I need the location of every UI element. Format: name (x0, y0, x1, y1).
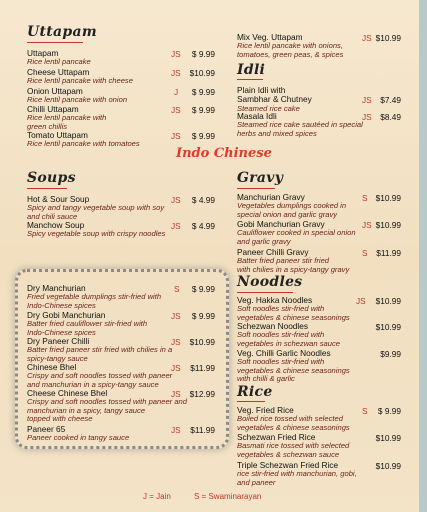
gravy-underline (237, 188, 275, 189)
menu-item: Triple Schezwan Fried Rice rice stir-fried with manchurian, gobi, and paneer (237, 460, 357, 487)
price: $10.99 (375, 322, 401, 332)
diet-tag: JS (171, 311, 181, 321)
diet-tag: JS (171, 68, 181, 78)
diet-tag: JS (362, 33, 372, 43)
diet-tag: S (362, 193, 368, 203)
price: $10.99 (375, 220, 401, 230)
price: $10.99 (375, 33, 401, 43)
section-indo-chinese: Indo Chinese (176, 146, 272, 161)
menu-item: Chinese Bhel Crispy and soft noodles tossed with paneer and manchurian in a spicy-tangy sauce (27, 362, 173, 389)
price: $ 9.99 (377, 406, 401, 416)
menu-item: Veg. Fried Rice Boiled rice tossed with selected vegetables & chinese seasonings (237, 405, 350, 432)
menu-item: Tomato Uttapam Rice lentil pancake with tomatoes (27, 130, 140, 149)
diet-tag: J (174, 87, 179, 97)
price: $7.49 (380, 95, 401, 105)
menu-item: Cheese Chinese Bhel Crispy and soft noodles tossed with paneer and manchurian in a spicy, tangy sauce topped with cheese (27, 388, 187, 424)
section-idli: Idli (237, 62, 266, 78)
price: $11.99 (190, 425, 215, 435)
diet-tag: JS (171, 131, 181, 141)
price: $11.99 (190, 363, 215, 373)
soups-underline (27, 188, 67, 189)
menu-item: Chilli Uttapam Rice lentil pancake with green chillis (27, 104, 107, 131)
section-noodles: Noodles (237, 274, 303, 290)
menu-item: Masala Idli Steamed rice cake sautéed in special herbs and mixed spices (237, 111, 363, 138)
menu-item: Manchow Soup Spicy vegetable soup with crispy noodles (27, 220, 166, 239)
diet-tag: JS (362, 112, 372, 122)
price: $10.99 (375, 296, 401, 306)
diet-tag: JS (171, 363, 181, 373)
section-uttapam: Uttapam (27, 24, 97, 40)
menu-item: Schezwan Noodles Soft noodles stir-fried with vegetables in schezwan sauce (237, 321, 341, 348)
diet-tag: JS (171, 425, 181, 435)
menu-item: Manchurian Gravy Vegetables dumplings cooked in special onion and garlic gravy (237, 192, 347, 219)
diet-tag: JS (362, 220, 372, 230)
price: $10.99 (375, 461, 401, 471)
menu-item: Cheese Uttapam Rice lentil pancake with cheese (27, 67, 133, 86)
page-edge (419, 0, 427, 512)
diet-tag: JS (171, 49, 181, 59)
noodles-underline (237, 292, 293, 293)
menu-item: Mix Veg. Uttapam Rice lentil pancake with onions, tomatoes, green peas, & spices (237, 32, 344, 59)
price: $10.99 (189, 337, 215, 347)
menu-item: Gobi Manchurian Gravy Cauliflower cooked in special onion and garlic gravy (237, 219, 356, 246)
menu-item: Veg. Hakka Noodles Soft noodles stir-fried with vegetables & chinese seasonings (237, 295, 350, 322)
menu-item: Dry Manchurian Fried vegetable dumplings stir-fried with Indo-Chinese spices (27, 283, 162, 310)
diet-tag: S (174, 284, 180, 294)
price: $10.99 (189, 68, 215, 78)
price: $9.99 (380, 349, 401, 359)
price: $12.99 (189, 389, 215, 399)
menu-item: Paneer 65 Paneer cooked in tangy sauce (27, 424, 130, 443)
rice-underline (237, 401, 265, 402)
price: $ 9.99 (191, 311, 215, 321)
diet-tag: JS (171, 221, 181, 231)
price: $10.99 (375, 193, 401, 203)
diet-tag: S (362, 406, 368, 416)
menu-item: Uttapam Rice lentil pancake (27, 48, 91, 67)
diet-tag: JS (171, 195, 181, 205)
section-rice: Rice (237, 384, 273, 400)
diet-tag: JS (171, 337, 181, 347)
idli-underline (237, 79, 263, 80)
price: $ 9.99 (191, 87, 215, 97)
diet-tag: JS (171, 389, 181, 399)
menu-item: Onion Uttapam Rice lentil pancake with onion (27, 86, 128, 105)
price: $11.99 (376, 248, 401, 258)
price: $ 4.99 (191, 221, 215, 231)
diet-tag: S (362, 248, 368, 258)
legend-jain: J = Jain (143, 492, 171, 501)
menu-item: Schezwan Fried Rice Basmati rice tossed with selected vegetables & schezwan sauce (237, 432, 350, 459)
menu-item: Plain Idli with Sambhar & Chutney Steamed rice cake (237, 85, 312, 113)
price: $10.99 (375, 433, 401, 443)
section-soups: Soups (27, 170, 76, 186)
price: $ 4.99 (191, 195, 215, 205)
price: $ 9.99 (191, 131, 215, 141)
menu-item: Paneer Chilli Gravy Batter fried paneer stir fried with chilies in a spicy-tangy gravy (237, 247, 350, 274)
legend-swaminarayan: S = Swaminarayan (194, 492, 262, 501)
diet-tag: JS (171, 105, 181, 115)
price: $8.49 (380, 112, 401, 122)
menu-item: Dry Paneer Chilli Batter fried paneer stir fried with chilies in a spicy-tangy sauce (27, 336, 173, 363)
diet-tag: JS (362, 95, 372, 105)
section-gravy: Gravy (237, 170, 284, 186)
diet-tag: JS (356, 296, 366, 306)
menu-item: Dry Gobi Manchurian Batter fried cauliflower stir-fried with Indo-Chinese spices (27, 310, 148, 337)
price: $ 9.99 (191, 49, 215, 59)
price: $ 9.99 (191, 105, 215, 115)
menu-item: Hot & Sour Soup Spicy and tangy vegetable soup with soy and chili sauce (27, 194, 165, 221)
uttapam-underline (27, 42, 83, 43)
menu-item: Veg. Chilli Garlic Noodles Soft noodles stir-fried with vegetables & chinese seasonings with chilli & garlic (237, 348, 350, 384)
price: $ 9.99 (191, 284, 215, 294)
